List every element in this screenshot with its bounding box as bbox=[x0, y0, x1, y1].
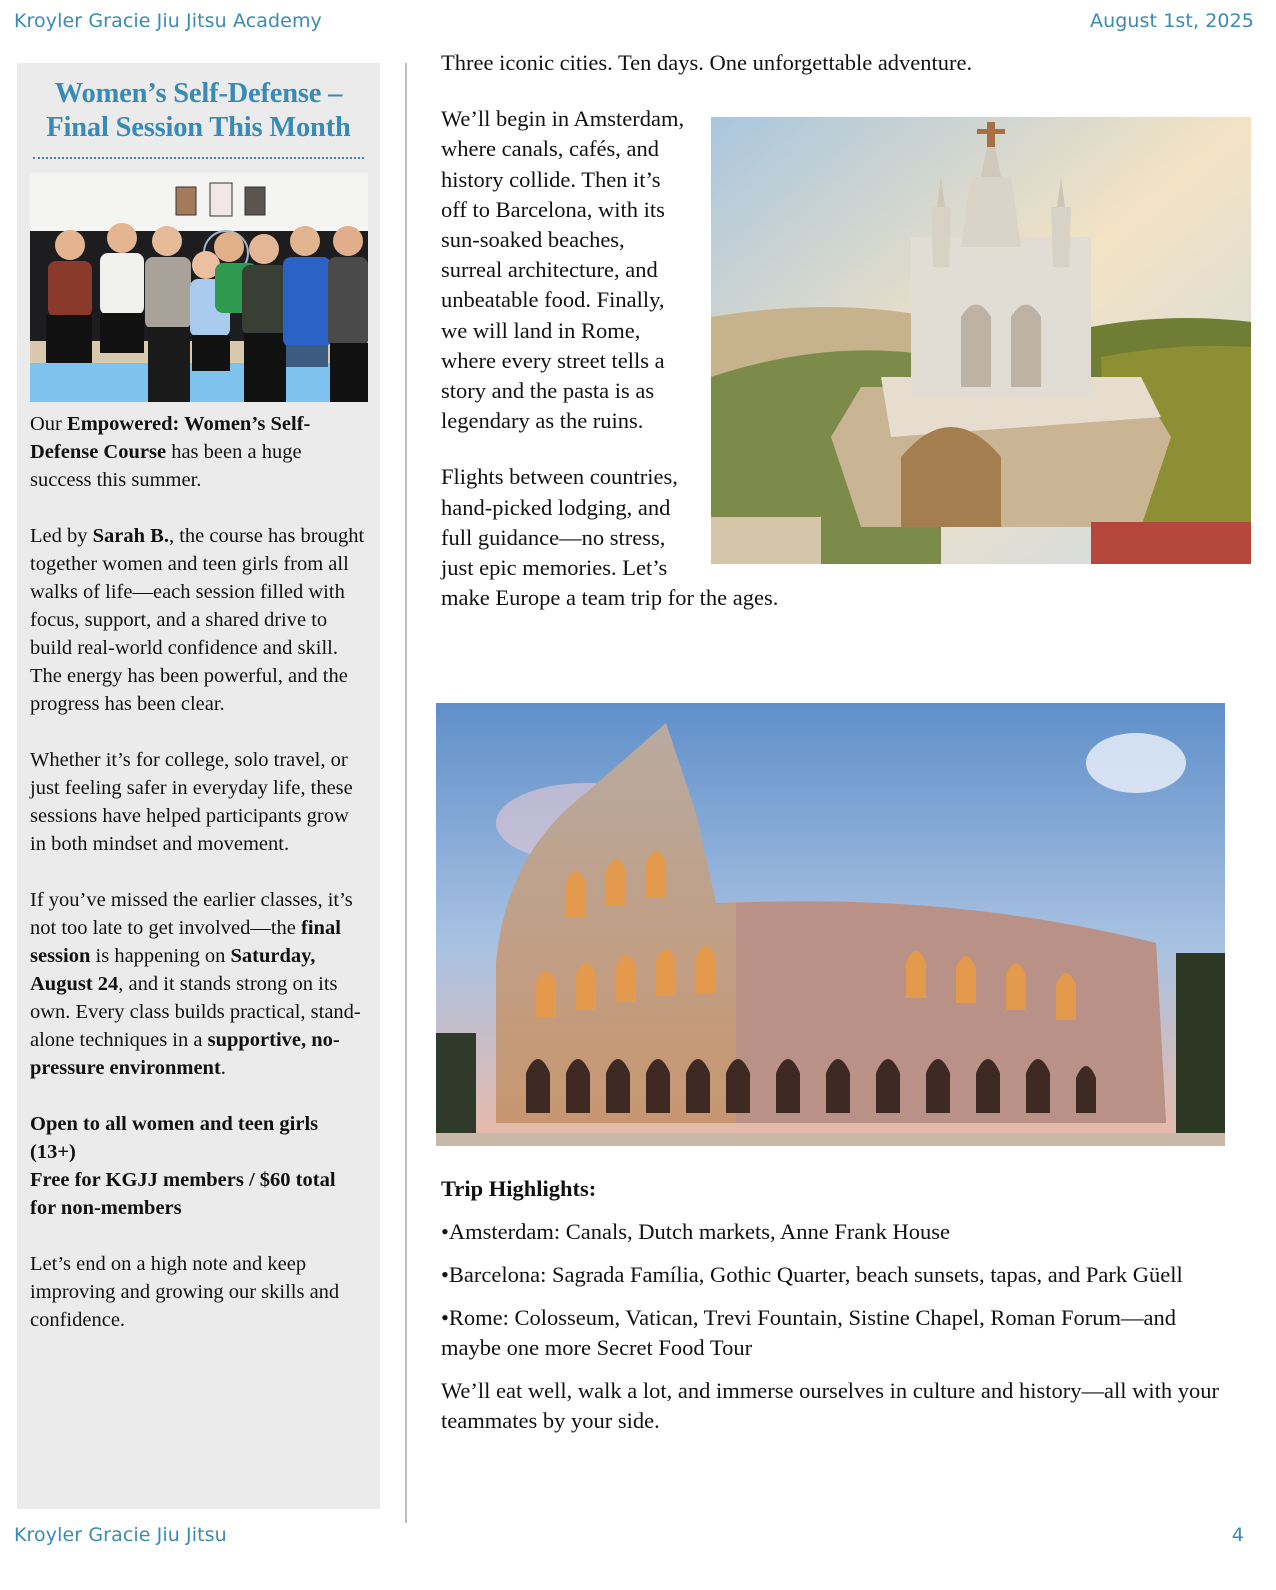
sidebar-body bbox=[30, 410, 366, 1334]
group-photo bbox=[30, 173, 368, 402]
pricing-text: Free for KGJJ members / $60 total for non-members bbox=[30, 1169, 336, 1219]
sidebar-paragraph-4 bbox=[30, 886, 366, 1082]
article-intro: Three iconic cities. Ten days. One unforgettable adventure. bbox=[441, 50, 973, 75]
eligibility-text: Open to all women and teen girls (13+) bbox=[30, 1113, 319, 1163]
text: If you’ve missed the earlier classes, it’s not too late to get involved—the bbox=[30, 889, 353, 939]
sidebar-paragraph-3: Whether it’s for college, solo travel, or just feeling safer in everyday life, these sessions have helped participants grow in both mindset and movement. bbox=[30, 749, 353, 855]
sidebar-paragraph-1 bbox=[30, 410, 366, 494]
sidebar-paragraph-6: Let’s end on a high note and keep improving and growing our skills and confidence. bbox=[30, 1253, 340, 1331]
header-date: August 1st, 2025 bbox=[1090, 10, 1254, 32]
main-article bbox=[441, 48, 1251, 613]
basilica-photo-icon bbox=[711, 117, 1251, 564]
colosseum-image bbox=[436, 703, 1225, 1146]
article-paragraph-2: Flights between countries, hand-picked lodging, and full guidance—no stress, just epic memories. Let’s make Europe a team trip for the ages. bbox=[441, 464, 779, 611]
text: Led by bbox=[30, 525, 93, 547]
basilica-image bbox=[711, 117, 1251, 564]
text: has been a huge success this summer. bbox=[30, 441, 302, 491]
sidebar-panel bbox=[17, 63, 380, 1509]
highlights-closing: We’ll eat well, walk a lot, and immerse ourselves in culture and history—all with your teammates by your side. bbox=[441, 1378, 1219, 1433]
page-number: 4 bbox=[1231, 1524, 1244, 1546]
final-session-label: final session bbox=[30, 917, 341, 967]
highlight-item-rome: •Rome: Colosseum, Vatican, Trevi Fountain, Sistine Chapel, Roman Forum—and maybe one more Secret Food Tour bbox=[441, 1305, 1176, 1360]
text: is happening on bbox=[90, 945, 231, 967]
footer-academy-name: Kroyler Gracie Jiu Jitsu bbox=[14, 1524, 227, 1546]
column-divider bbox=[405, 63, 407, 1523]
sidebar-eligibility bbox=[30, 1110, 366, 1222]
highlight-item-barcelona: •Barcelona: Sagrada Família, Gothic Quarter, beach sunsets, tapas, and Park Güell bbox=[441, 1262, 1183, 1287]
group-photo-icon bbox=[30, 173, 368, 402]
course-name: Empowered: Women’s Self-Defense Course bbox=[30, 413, 311, 463]
text: . bbox=[220, 1057, 226, 1079]
dotted-divider bbox=[33, 157, 364, 159]
text: Our bbox=[30, 413, 68, 435]
highlights-title: Trip Highlights: bbox=[441, 1176, 597, 1201]
sidebar-paragraph-2 bbox=[30, 522, 366, 718]
text: , the course has brought together women and teen girls from all walks of life—each session filled with focus, support, and a shared drive to build real-world confidence and skill. The energy has been powerful, and the progress has been clear. bbox=[30, 525, 365, 715]
article-paragraph-1: We’ll begin in Amsterdam, where canals, cafés, and history collide. Then it’s off to Barcelona, with its sun-soaked beaches, surreal architecture, and unbeatable food. Finally, we will land in Rome, where every street tells a story and the pasta is as legendary as the ruins. bbox=[441, 106, 685, 434]
session-date: Saturday, August 24 bbox=[30, 945, 316, 995]
environment-label: supportive, no-pressure environment bbox=[30, 1029, 340, 1079]
sidebar-title: Women’s Self-Defense – Final Session This Month bbox=[46, 78, 351, 143]
text: , and it stands strong on its own. Every class builds practical, stand-alone techniques in a bbox=[30, 973, 361, 1051]
trip-highlights bbox=[441, 1174, 1241, 1436]
highlight-item-amsterdam: •Amsterdam: Canals, Dutch markets, Anne Frank House bbox=[441, 1219, 951, 1244]
header-academy-name: Kroyler Gracie Jiu Jitsu Academy bbox=[14, 10, 322, 32]
instructor-name: Sarah B. bbox=[92, 525, 169, 547]
colosseum-photo-icon bbox=[436, 703, 1225, 1146]
